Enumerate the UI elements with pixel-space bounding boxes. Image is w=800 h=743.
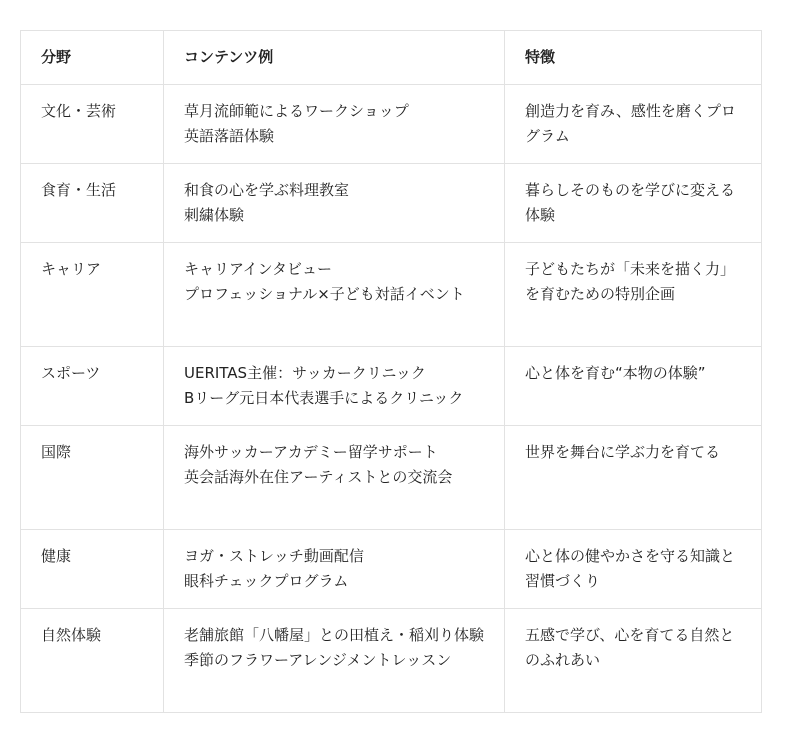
content-item: 老舗旅館「八幡屋」との田植え・稲刈り体験 [184,626,485,644]
content-item: 英語落語体験 [184,127,275,145]
table-row [21,164,762,243]
cell-field: 食育・生活 [21,164,164,243]
content-item: UERITAS主催：サッカークリニック [184,364,426,382]
header-field: 分野 [21,31,164,85]
content-item: 季節のフラワーアレンジメントレッスン [184,651,452,669]
cell-field: 文化・芸術 [21,85,164,164]
cell-feature: 子どもたちが「未来を描く力」を育むための特別企画 [505,243,762,347]
content-item: 英会話海外在住アーティストとの交流会 [184,468,453,486]
header-feature: 特徴 [505,31,762,85]
content-item: Bリーグ元日本代表選手によるクリニック [184,389,464,407]
table-row [21,426,762,530]
content-item: 眼科チェックプログラム [184,572,349,590]
cell-contents [164,609,505,713]
cell-feature: 世界を舞台に学ぶ力を育てる [505,426,762,530]
header-contents: コンテンツ例 [164,31,505,85]
cell-contents [164,347,505,426]
cell-contents [164,530,505,609]
content-item: プロフェッショナル×子ども対話イベント [184,285,465,303]
cell-contents [164,164,505,243]
cell-contents [164,426,505,530]
content-item: 刺繍体験 [184,206,245,224]
table-row [21,243,762,347]
cell-feature: 心と体を育む“本物の体験” [505,347,762,426]
content-item: ヨガ・ストレッチ動画配信 [184,547,364,565]
cell-field: 自然体験 [21,609,164,713]
table-row [21,347,762,426]
table-row [21,85,762,164]
cell-feature: 五感で学び、心を育てる自然とのふれあい [505,609,762,713]
cell-feature: 創造力を育み、感性を磨くプログラム [505,85,762,164]
cell-field: 健康 [21,530,164,609]
cell-field: スポーツ [21,347,164,426]
content-item: キャリアインタビュー [184,260,333,278]
table-header-row [21,31,762,85]
program-table [20,30,762,713]
content-item: 海外サッカーアカデミー留学サポート [184,443,438,461]
cell-field: キャリア [21,243,164,347]
table-row [21,530,762,609]
content-item: 草月流師範によるワークショップ [184,102,409,120]
content-item: 和食の心を学ぶ料理教室 [184,181,350,199]
table-row [21,609,762,713]
cell-contents [164,85,505,164]
program-table-container [20,30,761,713]
cell-field: 国際 [21,426,164,530]
cell-feature: 暮らしそのものを学びに変える体験 [505,164,762,243]
cell-contents [164,243,505,347]
cell-feature: 心と体の健やかさを守る知識と習慣づくり [505,530,762,609]
